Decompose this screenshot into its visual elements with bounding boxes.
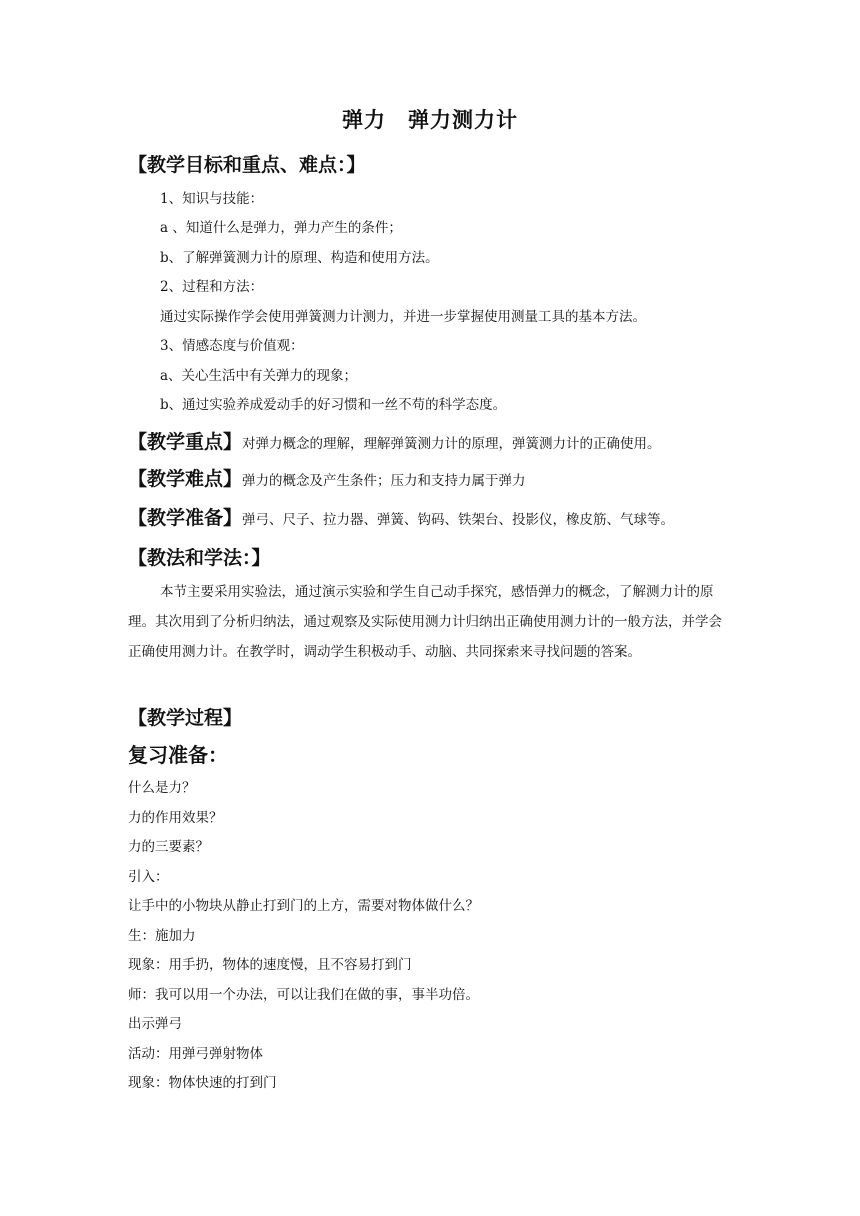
- process-line: 引入：: [128, 869, 169, 885]
- objective-line: b、通过实验养成爱动手的好习惯和一丝不苟的科学态度。: [160, 397, 507, 413]
- objective-line: a 、知道什么是弹力，弹力产生的条件；: [160, 220, 402, 236]
- objective-line: 通过实际操作学会使用弹簧测力计测力，并进一步掌握使用测量工具的基本方法。: [160, 309, 646, 325]
- key-point-label: 【教学重点】: [128, 431, 243, 453]
- process-line: 活动：用弹弓弹射物体: [128, 1046, 263, 1062]
- methods-paragraph: 本节主要采用实验法，通过演示实验和学生自己动手探究，感悟弹力的概念，了解测力计的原理。其次用到了分析归纳法，通过观察及实际使用测力计归纳出正确使用测力计的一般方法，并学会正确使用测力计。在教学时，调动学生积极动手、动脑、共同探索来寻找问题的答案。: [128, 584, 722, 660]
- key-point-text: 对弹力概念的理解，理解弹簧测力计的原理，弹簧测力计的正确使用。: [242, 436, 661, 452]
- key-point-row: [128, 430, 661, 456]
- process-line: 出示弹弓: [128, 1016, 182, 1032]
- difficulty-text: 弹力的概念及产生条件；压力和支持力属于弹力: [242, 473, 526, 489]
- process-line: 现象：用手扔，物体的速度慢，且不容易打到门: [128, 957, 412, 973]
- preparation-row: [128, 506, 674, 532]
- difficulty-label: 【教学难点】: [128, 468, 243, 490]
- objective-line: 3、情感态度与价值观：: [160, 338, 304, 354]
- process-line: 师：我可以用一个办法，可以让我们在做的事，事半功倍。: [128, 987, 479, 1003]
- objectives-heading: 【教学目标和重点、难点：】: [128, 154, 366, 176]
- review-heading: 复习准备：: [128, 743, 228, 767]
- difficulty-row: [128, 467, 526, 493]
- process-line: 现象：物体快速的打到门: [128, 1075, 277, 1091]
- preparation-label: 【教学准备】: [128, 507, 243, 529]
- objective-line: 2、过程和方法：: [160, 279, 264, 295]
- page-title: 弹力 弹力测力计: [342, 108, 518, 132]
- methods-heading: 【教法和学法：】: [128, 547, 271, 569]
- process-line: 让手中的小物块从静止打到门的上方，需要对物体做什么？: [128, 898, 479, 914]
- objective-line: a、关心生活中有关弹力的现象；: [160, 368, 358, 384]
- process-line: 生：施加力: [128, 928, 196, 944]
- process-line: 什么是力？: [128, 780, 196, 796]
- objective-line: b、了解弹簧测力计的原理、构造和使用方法。: [160, 250, 439, 266]
- objective-line: 1、知识与技能：: [160, 191, 264, 207]
- process-heading: 【教学过程】: [128, 707, 243, 729]
- process-line: 力的三要素？: [128, 839, 209, 855]
- process-line: 力的作用效果？: [128, 810, 223, 826]
- preparation-text: 弹弓、尺子、拉力器、弹簧、钩码、铁架台、投影仪，橡皮筋、气球等。: [242, 512, 675, 528]
